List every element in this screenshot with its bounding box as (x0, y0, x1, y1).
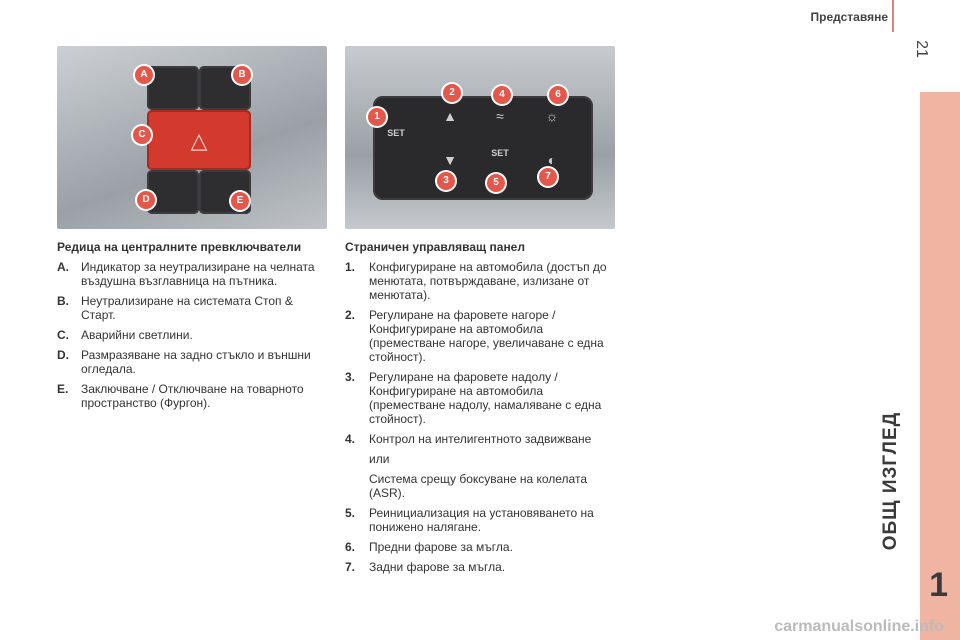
airbag-indicator-button (147, 66, 199, 110)
page-number: 21 (913, 40, 931, 58)
item-text: Регулиране на фаровете нагоре / Конфигуриране на автомобила (преместване нагоре, увеличаване с една стойност). (369, 308, 604, 364)
list-item (369, 452, 615, 466)
rear-fog-icon: ◐ (547, 152, 557, 168)
marker-d: D (137, 191, 155, 209)
list-item (345, 370, 615, 426)
item-label: C. (57, 328, 69, 342)
item-text: Регулиране на фаровете надолу / Конфигуриране на автомобила (преместване надолу, намаляване с една стойност). (369, 370, 602, 426)
item-label: 2. (345, 308, 356, 322)
chapter-number: 1 (929, 566, 948, 604)
tyre-pressure-set-label: SET (491, 148, 509, 158)
list-item (345, 540, 615, 554)
list-item (57, 294, 327, 322)
headlight-up-icon: ▲ (443, 108, 457, 124)
marker-4: 4 (493, 86, 511, 104)
item-label: 3. (345, 370, 356, 384)
item-label: B. (57, 294, 69, 308)
side-panel-legend (345, 240, 615, 580)
list-item (345, 506, 615, 534)
marker-3: 3 (437, 172, 455, 190)
item-label: 1. (345, 260, 356, 274)
marker-7: 7 (539, 168, 557, 186)
list-item (57, 328, 327, 342)
item-label: D. (57, 348, 69, 362)
item-text: Аварийни светлини. (81, 328, 193, 342)
item-label: 7. (345, 560, 356, 574)
chapter-side-tab (920, 92, 960, 640)
item-label: E. (57, 382, 69, 396)
watermark: carmanualsonline.info (774, 618, 944, 635)
list-item (369, 472, 615, 500)
marker-2: 2 (443, 84, 461, 102)
item-text: Конфигуриране на автомобила (достъп до менютата, потвърждаване, излизане от менютата). (369, 260, 607, 302)
list-item (345, 260, 615, 302)
marker-5: 5 (487, 174, 505, 192)
item-text: Система срещу боксуване на колелата (ASR). (369, 472, 587, 500)
page-header-title: Представяне (810, 10, 888, 24)
item-label: 6. (345, 540, 356, 554)
list-item (345, 432, 615, 446)
marker-a: A (135, 66, 153, 84)
list-item (345, 560, 615, 574)
rear-defrost-button (147, 170, 199, 214)
item-text: Размразяване на задно стъкло и външни огледала. (81, 348, 311, 376)
marker-c: C (133, 126, 151, 144)
marker-b: B (233, 66, 251, 84)
marker-1: 1 (368, 108, 386, 126)
item-label: 5. (345, 506, 356, 520)
list-item (57, 382, 327, 410)
marker-e: E (231, 192, 249, 210)
headlight-down-icon: ▼ (443, 152, 457, 168)
item-text: Предни фарове за мъгла. (369, 540, 513, 554)
item-text: Неутрализиране на системата Стоп & Старт. (81, 294, 293, 322)
hazard-icon: △ (190, 128, 208, 153)
central-switches-legend (57, 240, 327, 416)
central-switches-heading: Редица на централните превключватели (57, 240, 302, 254)
marker-6: 6 (549, 86, 567, 104)
item-text: Задни фарове за мъгла. (369, 560, 506, 574)
front-fog-icon: ☼ (545, 108, 559, 124)
set-label: SET (387, 128, 405, 138)
header-divider (892, 0, 894, 32)
item-text: Заключване / Отключване на товарното пространство (Фургон). (81, 382, 304, 410)
chapter-title: ОБЩ ИЗГЛЕД (880, 411, 901, 551)
central-switches-photo (57, 46, 327, 229)
item-text: Контрол на интелигентното задвижване (369, 432, 592, 446)
item-text: Реинициализация на установяването на понижено налягане. (369, 506, 594, 534)
item-label: A. (57, 260, 69, 274)
side-control-panel-photo (345, 46, 615, 229)
item-text: Индикатор за неутрализиране на челната въздушна възглавница на пътника. (81, 260, 315, 288)
list-item (57, 260, 327, 288)
list-item (345, 308, 615, 364)
list-item (57, 348, 327, 376)
side-panel-heading: Страничен управляващ панел (345, 240, 525, 254)
item-text: или (369, 452, 390, 466)
traction-icon: ≈ (496, 108, 504, 124)
item-label: 4. (345, 432, 356, 446)
